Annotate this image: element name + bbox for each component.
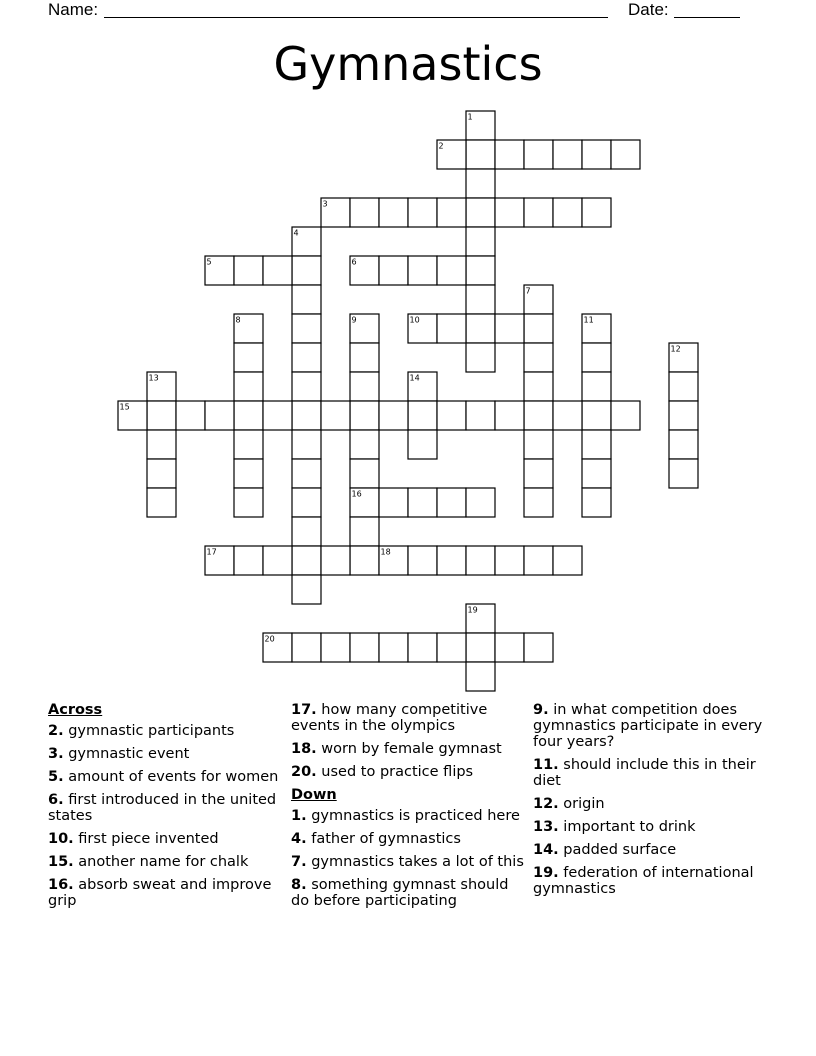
grid-cell[interactable] (234, 401, 263, 430)
mixed-clues (291, 702, 527, 916)
grid-cell[interactable] (466, 662, 495, 691)
grid-cell[interactable] (582, 430, 611, 459)
grid-cell[interactable] (466, 227, 495, 256)
grid-cell[interactable] (379, 633, 408, 662)
grid-cell[interactable] (350, 517, 379, 546)
clue-number: 3 (322, 199, 328, 209)
clue-down-13: 13. important to drink (533, 819, 696, 835)
grid-cell[interactable] (234, 459, 263, 488)
grid-cell[interactable] (582, 488, 611, 517)
clue-number: 4 (293, 228, 299, 238)
grid-cell[interactable] (234, 430, 263, 459)
grid-cell[interactable] (408, 546, 437, 575)
clue-across-3: 3. gymnastic event (48, 746, 190, 762)
grid-cell[interactable] (495, 401, 524, 430)
down-clues (533, 702, 773, 904)
grid-cell[interactable] (553, 140, 582, 169)
grid-cell[interactable] (553, 546, 582, 575)
grid-cell[interactable] (466, 401, 495, 430)
grid-cell[interactable] (437, 633, 466, 662)
grid-cell[interactable] (495, 140, 524, 169)
grid-cell[interactable] (524, 401, 553, 430)
grid-cell[interactable] (263, 256, 292, 285)
clue-down-12: 12. origin (533, 796, 605, 812)
grid-cell[interactable] (263, 401, 292, 430)
clue-number: 17 (206, 547, 217, 557)
grid-cell[interactable] (292, 459, 321, 488)
grid-cell[interactable] (611, 140, 640, 169)
grid-cell[interactable] (292, 343, 321, 372)
clue-across-16: 16. absorb sweat and improve grip (48, 877, 272, 909)
grid-cell[interactable] (292, 256, 321, 285)
grid-cell[interactable] (408, 633, 437, 662)
grid-cell[interactable] (408, 198, 437, 227)
grid-cell[interactable] (553, 198, 582, 227)
grid-cell[interactable] (292, 488, 321, 517)
grid-cell[interactable] (350, 546, 379, 575)
grid-cell[interactable] (553, 401, 582, 430)
clue-number: 9 (351, 315, 357, 325)
clue-across-17: 17. how many competitive events in the olympics (291, 702, 488, 734)
grid-cell[interactable] (379, 198, 408, 227)
grid-cell[interactable] (611, 401, 640, 430)
grid-cell[interactable] (466, 285, 495, 314)
grid-cell[interactable] (292, 575, 321, 604)
across-clues (48, 702, 284, 916)
grid-cell[interactable] (495, 198, 524, 227)
grid-cell[interactable] (292, 401, 321, 430)
clue-across-10: 10. first piece invented (48, 831, 219, 847)
down-heading: Down (291, 787, 337, 803)
grid-cell[interactable] (408, 256, 437, 285)
grid-cell[interactable] (669, 401, 698, 430)
grid-cell[interactable] (379, 401, 408, 430)
grid-cell[interactable] (379, 488, 408, 517)
grid-cell[interactable] (669, 372, 698, 401)
clue-number: 16 (351, 489, 362, 499)
grid-cell[interactable] (524, 488, 553, 517)
grid-cell[interactable] (379, 256, 408, 285)
grid-cell[interactable] (292, 633, 321, 662)
clue-number: 19 (467, 605, 478, 615)
clue-number: 8 (235, 315, 241, 325)
grid-cell[interactable] (234, 372, 263, 401)
grid-cell[interactable] (321, 633, 350, 662)
grid-cell[interactable] (292, 430, 321, 459)
clue-number: 18 (380, 547, 391, 557)
clue-down-1: 1. gymnastics is practiced here (291, 808, 520, 824)
clue-number: 7 (525, 286, 531, 296)
grid-cell[interactable] (176, 401, 205, 430)
clue-down-8: 8. something gymnast should do before participating (291, 877, 509, 909)
grid-cell[interactable] (669, 459, 698, 488)
grid-cell[interactable] (234, 546, 263, 575)
grid-cell[interactable] (582, 459, 611, 488)
clue-down-7: 7. gymnastics takes a lot of this (291, 854, 524, 870)
clue-down-14: 14. padded surface (533, 842, 677, 858)
grid-cell[interactable] (466, 169, 495, 198)
grid-cell[interactable] (321, 546, 350, 575)
clue-across-18: 18. worn by female gymnast (291, 741, 502, 757)
grid-cell[interactable] (292, 285, 321, 314)
grid-cell[interactable] (408, 401, 437, 430)
clue-number: 12 (670, 344, 681, 354)
grid-cell[interactable] (350, 430, 379, 459)
clue-down-9: 9. in what competition does gymnastics participate in every four years? (533, 702, 763, 750)
grid-cell[interactable] (466, 546, 495, 575)
grid-cell[interactable] (495, 633, 524, 662)
grid-cell[interactable] (292, 314, 321, 343)
clue-across-20: 20. used to practice flips (291, 764, 474, 780)
grid-cell[interactable] (582, 372, 611, 401)
grid-cell[interactable] (437, 488, 466, 517)
grid-cell[interactable] (437, 401, 466, 430)
grid-cell[interactable] (524, 459, 553, 488)
clue-number: 20 (264, 634, 275, 644)
grid-cell[interactable] (350, 401, 379, 430)
clue-number: 15 (119, 402, 130, 412)
grid-cell[interactable] (234, 488, 263, 517)
name-label: Name: (48, 0, 99, 19)
grid-cell[interactable] (582, 198, 611, 227)
grid-cell[interactable] (350, 198, 379, 227)
grid-cell[interactable] (205, 401, 234, 430)
grid-cell[interactable] (524, 633, 553, 662)
grid-cell[interactable] (408, 488, 437, 517)
clue-number: 6 (351, 257, 357, 267)
clue-number: 14 (409, 373, 420, 383)
grid-cell[interactable] (292, 517, 321, 546)
grid-cell[interactable] (582, 343, 611, 372)
page-title: Gymnastics (273, 37, 543, 91)
grid-cell[interactable] (495, 314, 524, 343)
grid-cell[interactable] (437, 546, 466, 575)
grid-cell[interactable] (408, 430, 437, 459)
grid-cell[interactable] (524, 198, 553, 227)
grid-cell[interactable] (466, 314, 495, 343)
grid-cell[interactable] (524, 140, 553, 169)
grid-cell[interactable] (524, 372, 553, 401)
clue-across-6: 6. first introduced in the united states (48, 792, 277, 824)
grid-cell[interactable] (466, 140, 495, 169)
grid-cell[interactable] (292, 372, 321, 401)
grid-cell[interactable] (524, 343, 553, 372)
clue-down-19: 19. federation of international gymnastics (533, 865, 754, 897)
clue-across-5: 5. amount of events for women (48, 769, 279, 785)
grid-cell[interactable] (292, 546, 321, 575)
grid-cell[interactable] (437, 198, 466, 227)
clue-number: 1 (467, 112, 473, 122)
clue-down-4: 4. father of gymnastics (291, 831, 461, 847)
grid-cell[interactable] (147, 459, 176, 488)
grid-cell[interactable] (524, 314, 553, 343)
grid-cell[interactable] (147, 488, 176, 517)
grid-cell[interactable] (466, 488, 495, 517)
grid-cell[interactable] (466, 633, 495, 662)
date-label: Date: (628, 0, 669, 19)
grid-cell[interactable] (350, 459, 379, 488)
across-heading: Across (48, 702, 103, 718)
grid-cell[interactable] (466, 343, 495, 372)
grid-cell[interactable] (350, 633, 379, 662)
clue-down-11: 11. should include this in their diet (533, 757, 756, 789)
clue-number: 2 (438, 141, 444, 151)
grid-cell[interactable] (582, 401, 611, 430)
grid-cell[interactable] (669, 430, 698, 459)
grid-cell[interactable] (466, 256, 495, 285)
grid-cell[interactable] (350, 343, 379, 372)
clue-across-15: 15. another name for chalk (48, 854, 249, 870)
grid-cell[interactable] (147, 430, 176, 459)
grid-cell[interactable] (234, 256, 263, 285)
grid-cell[interactable] (582, 140, 611, 169)
grid-cell[interactable] (263, 546, 292, 575)
grid-cell[interactable] (234, 343, 263, 372)
clue-number: 13 (148, 373, 159, 383)
grid-cell[interactable] (437, 314, 466, 343)
grid-cell[interactable] (524, 546, 553, 575)
grid-cell[interactable] (437, 256, 466, 285)
grid-cell[interactable] (524, 430, 553, 459)
clue-number: 11 (583, 315, 594, 325)
clue-number: 5 (206, 257, 212, 267)
clue-number: 10 (409, 315, 420, 325)
grid-cell[interactable] (350, 372, 379, 401)
grid-cell[interactable] (147, 401, 176, 430)
grid-cell[interactable] (466, 198, 495, 227)
grid-cell[interactable] (495, 546, 524, 575)
grid-cell[interactable] (321, 401, 350, 430)
clue-across-2: 2. gymnastic participants (48, 723, 235, 739)
